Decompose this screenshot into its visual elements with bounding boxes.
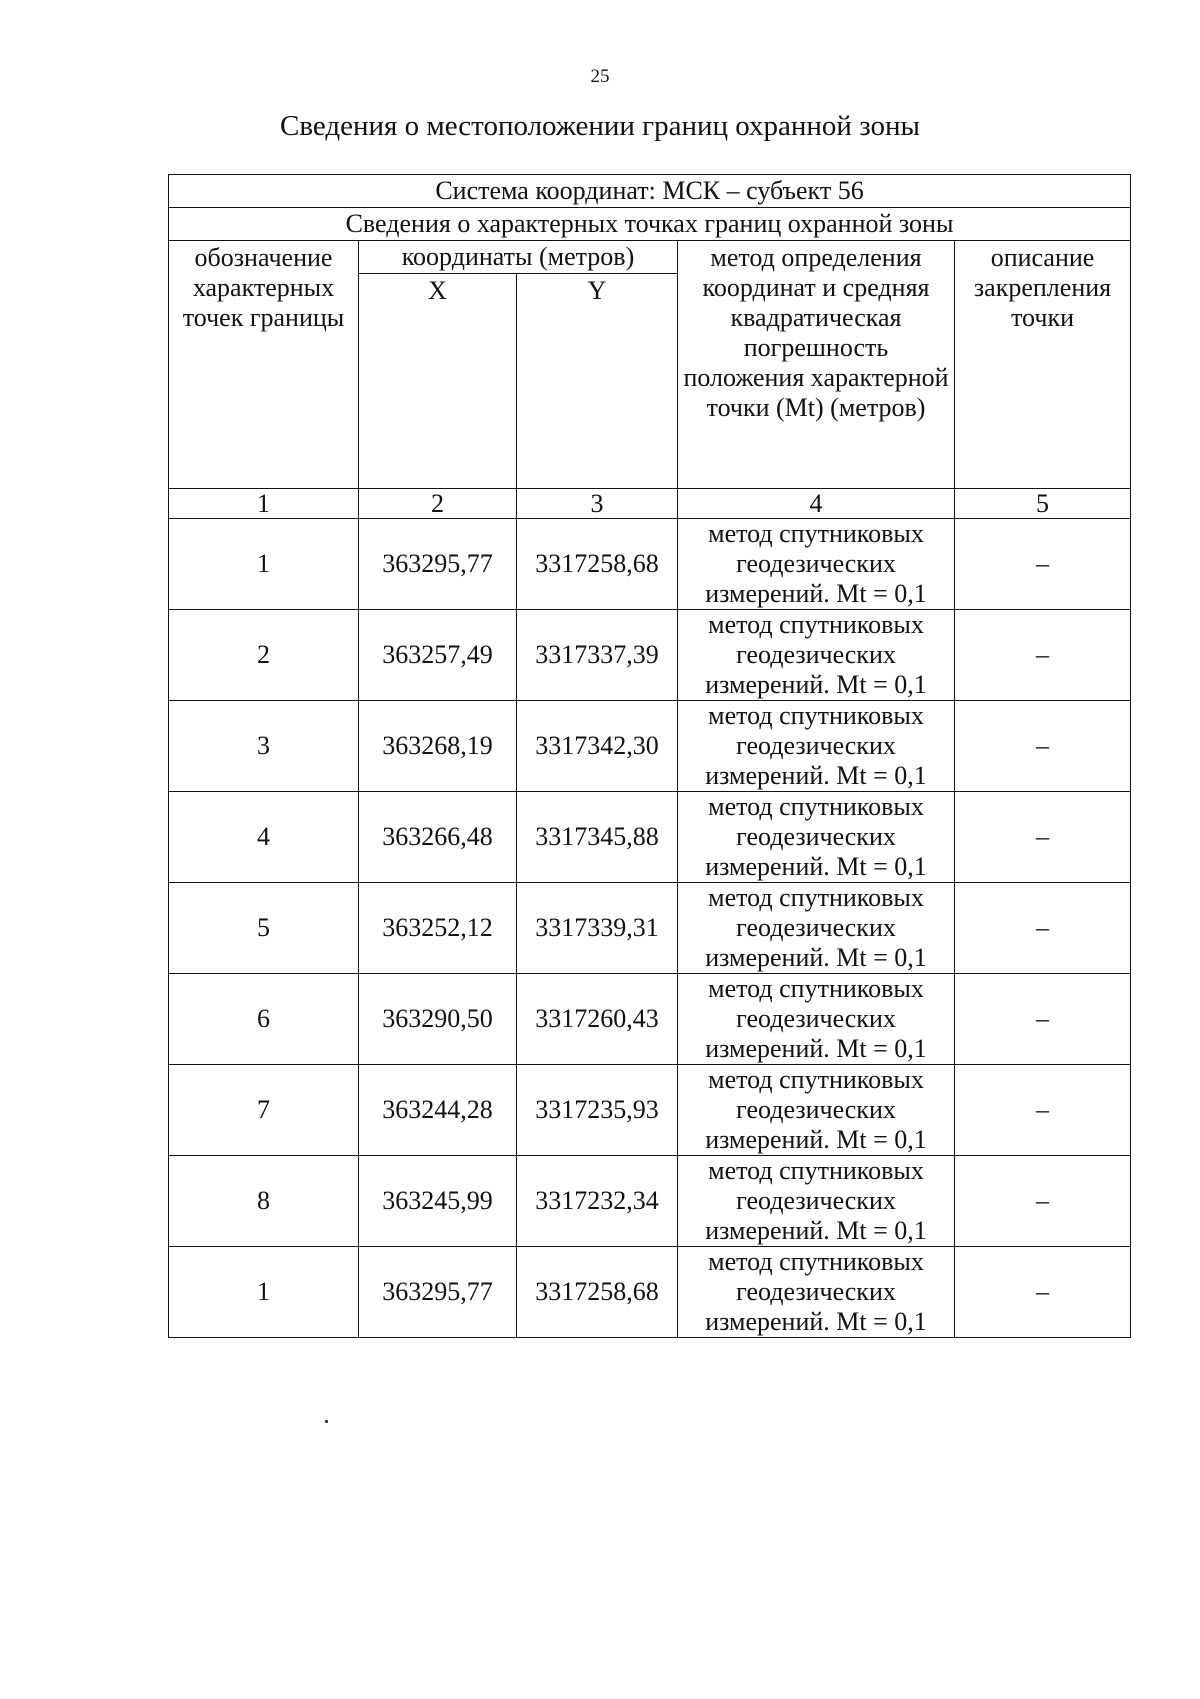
method-cell: метод спутниковых геодезических измерений. Mt = 0,1 — [678, 519, 955, 610]
coordinate-system-cell: Система координат: МСК – субъект 56 — [169, 175, 1131, 208]
column-number: 1 — [169, 489, 359, 519]
document-title: Сведения о местоположении границ охранной зоны — [279, 110, 920, 142]
table-row — [169, 610, 1131, 701]
points-info-row — [169, 208, 1131, 241]
table-row — [169, 1156, 1131, 1247]
x-cell: 363257,49 — [359, 610, 517, 701]
x-cell: 363295,77 — [359, 1247, 517, 1338]
column-number: 2 — [359, 489, 517, 519]
table-row — [169, 1065, 1131, 1156]
table-row — [169, 883, 1131, 974]
y-cell: 3317339,31 — [517, 883, 678, 974]
x-cell: 363268,19 — [359, 701, 517, 792]
method-cell: метод спутниковых геодезических измерений. Mt = 0,1 — [678, 1065, 955, 1156]
point-cell: 6 — [169, 974, 359, 1065]
table-row — [169, 1247, 1131, 1338]
y-cell: 3317345,88 — [517, 792, 678, 883]
point-cell: 1 — [169, 519, 359, 610]
point-cell: 5 — [169, 883, 359, 974]
coordinates-table — [168, 174, 1131, 1338]
x-cell: 363290,50 — [359, 974, 517, 1065]
method-cell: метод спутниковых геодезических измерений. Mt = 0,1 — [678, 974, 955, 1065]
header-x-spacer — [359, 308, 517, 489]
point-cell: 4 — [169, 792, 359, 883]
table-row — [169, 701, 1131, 792]
table-row — [169, 792, 1131, 883]
y-cell: 3317337,39 — [517, 610, 678, 701]
y-cell: 3317258,68 — [517, 519, 678, 610]
column-numbers-row — [169, 489, 1131, 519]
header-y: Y — [517, 274, 678, 309]
x-cell: 363252,12 — [359, 883, 517, 974]
method-cell: метод спутниковых геодезических измерений. Mt = 0,1 — [678, 701, 955, 792]
description-cell: – — [955, 1065, 1131, 1156]
description-cell: – — [955, 519, 1131, 610]
page-number: 25 — [590, 66, 610, 87]
description-cell: – — [955, 792, 1131, 883]
header-x: X — [359, 274, 517, 309]
y-cell: 3317232,34 — [517, 1156, 678, 1247]
x-cell: 363295,77 — [359, 519, 517, 610]
description-cell: – — [955, 1247, 1131, 1338]
table-row — [169, 974, 1131, 1065]
header-description: описание закрепления точки — [955, 241, 1131, 489]
column-number: 4 — [678, 489, 955, 519]
coordinate-system-row — [169, 175, 1131, 208]
point-cell: 2 — [169, 610, 359, 701]
method-cell: метод спутниковых геодезических измерений. Mt = 0,1 — [678, 792, 955, 883]
column-number: 3 — [517, 489, 678, 519]
method-cell: метод спутниковых геодезических измерений. Mt = 0,1 — [678, 1247, 955, 1338]
description-cell: – — [955, 883, 1131, 974]
description-cell: – — [955, 701, 1131, 792]
y-cell: 3317258,68 — [517, 1247, 678, 1338]
point-cell: 7 — [169, 1065, 359, 1156]
table-row — [169, 519, 1131, 610]
header-method: метод определения координат и средняя квадратическая погрешность положения характерной точки (Mt) (метров) — [678, 241, 955, 489]
y-cell: 3317342,30 — [517, 701, 678, 792]
x-cell: 363244,28 — [359, 1065, 517, 1156]
header-coordinates: координаты (метров) — [359, 241, 678, 274]
point-cell: 3 — [169, 701, 359, 792]
method-cell: метод спутниковых геодезических измерений. Mt = 0,1 — [678, 610, 955, 701]
description-cell: – — [955, 974, 1131, 1065]
x-cell: 363266,48 — [359, 792, 517, 883]
method-cell: метод спутниковых геодезических измерений. Mt = 0,1 — [678, 883, 955, 974]
scan-speck — [325, 1420, 328, 1423]
point-cell: 1 — [169, 1247, 359, 1338]
y-cell: 3317260,43 — [517, 974, 678, 1065]
point-cell: 8 — [169, 1156, 359, 1247]
header-point-designation: обозначение характерных точек границы — [169, 241, 359, 489]
column-number: 5 — [955, 489, 1131, 519]
description-cell: – — [955, 610, 1131, 701]
points-info-cell: Сведения о характерных точках границ охранной зоны — [169, 208, 1131, 241]
header-y-spacer — [517, 308, 678, 489]
method-cell: метод спутниковых геодезических измерений. Mt = 0,1 — [678, 1156, 955, 1247]
x-cell: 363245,99 — [359, 1156, 517, 1247]
y-cell: 3317235,93 — [517, 1065, 678, 1156]
description-cell: – — [955, 1156, 1131, 1247]
header-row — [169, 241, 1131, 274]
